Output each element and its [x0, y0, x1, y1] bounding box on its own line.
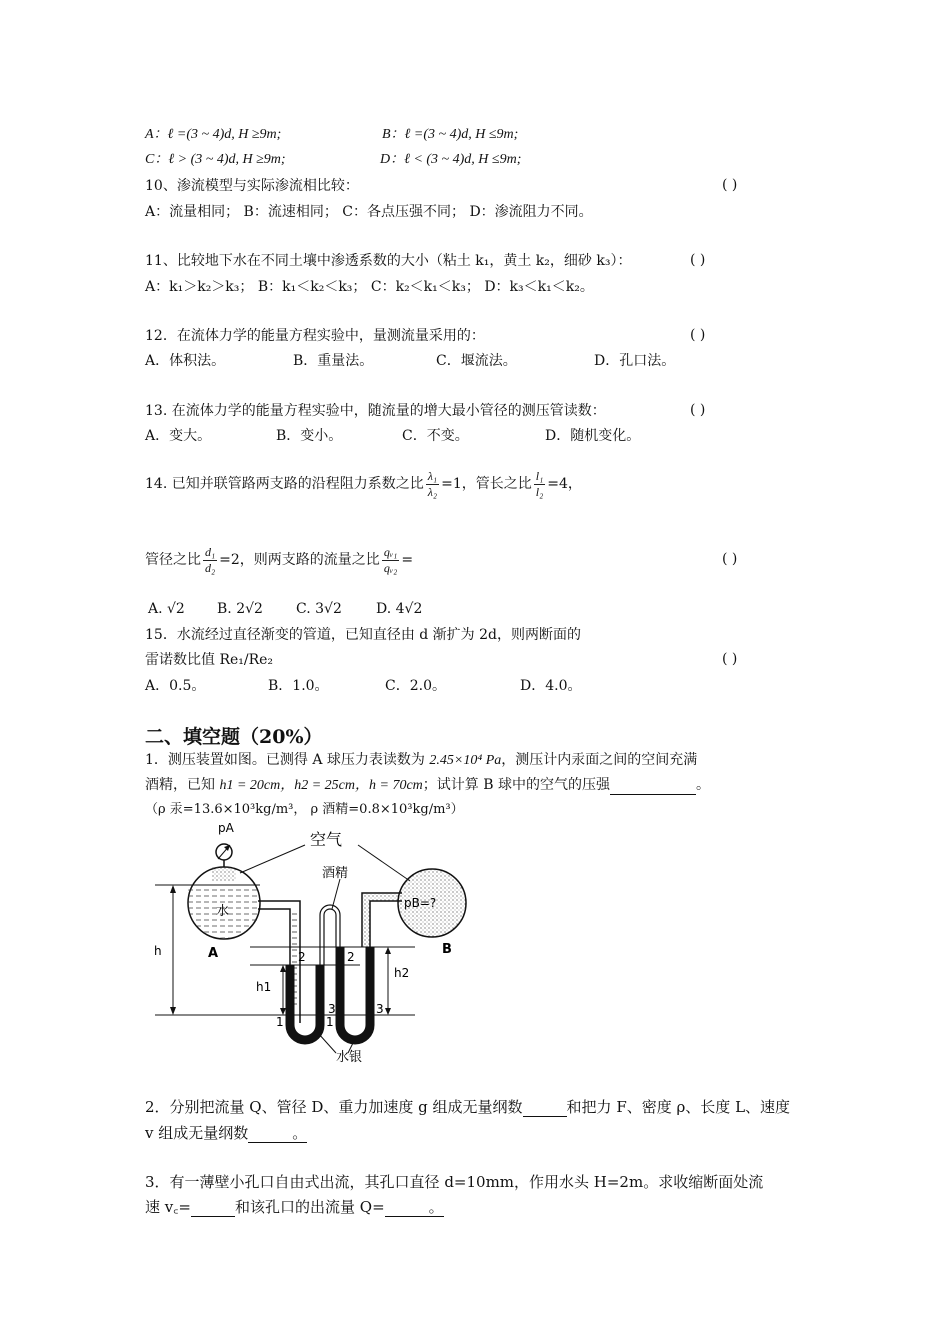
q11-options: A：k₁＞k₂＞k₃； B：k₁＜k₂＜k₃； C：k₂＜k₁＜k₃； D：k₃＜k₁＜k₂。 [145, 279, 594, 295]
q14-text6: = [401, 552, 414, 568]
label-sphere-a: A [208, 946, 219, 961]
q14-line1 [145, 462, 582, 506]
label-1-right: 1 [326, 1015, 334, 1029]
q14-option-b: B. 2√2 [217, 601, 263, 617]
lambda-numerator: λ₁ [427, 468, 438, 483]
lambda-denominator: λ₂ [427, 484, 438, 499]
q13-option-a: A．变大。 [145, 428, 212, 444]
q13-stem: 13. 在流体力学的能量方程实验中，随流量的增大最小管径的测压管读数： [145, 403, 606, 419]
l-denominator: l₂ [535, 484, 544, 499]
q14-diameter-ratio [203, 545, 217, 576]
q15-line1: 15．水流经过直径渐变的管道，已知直径由 d 渐扩为 2d，则两断面的 [145, 627, 581, 643]
q11-answer-paren: ( ) [690, 252, 706, 268]
q15-option-b: B．1.0。 [268, 678, 329, 694]
q14-length-ratio [534, 469, 546, 500]
f3-text2: 和该孔口的出流量 Q= [235, 1198, 385, 1216]
label-2-right: 2 [347, 950, 355, 964]
q12-option-b: B．重量法。 [293, 353, 374, 369]
f1-text4: ；试计算 B 球中的空气的压强 [422, 777, 610, 793]
f1-heights: h1 = 20cm，h2 = 25cm，h = 70cm [219, 778, 423, 793]
q9-option-c: C：ℓ > (3 ~ 4)d, H ≥9m; [145, 152, 286, 167]
q12-option-c: C．堰流法。 [436, 353, 517, 369]
q14-text4: 管径之比 [145, 552, 201, 568]
q12-option-a: A．体积法。 [145, 353, 226, 369]
f3-blank-velocity[interactable] [191, 1198, 235, 1217]
label-pa: pA [218, 821, 234, 835]
q14-text3: =4， [547, 476, 582, 492]
q15-option-d: D．4.0。 [520, 678, 582, 694]
q14-option-d: D. 4√2 [376, 601, 423, 617]
f1-text5: 。 [695, 777, 710, 793]
label-3-right: 3 [376, 1002, 384, 1016]
q15-line2: 雷诺数比值 Re₁/Re₂ [145, 652, 274, 668]
q14-flow-ratio [382, 545, 400, 576]
d-denominator: d₂ [205, 560, 216, 575]
q10-options: A：流量相同； B：流速相同； C：各点压强不同； D：渗流阻力不同。 [145, 204, 593, 220]
q13-option-d: D．随机变化。 [545, 428, 641, 444]
f3-text1: 速 v꜀= [145, 1198, 192, 1216]
f3-blank-flow[interactable] [385, 1198, 429, 1217]
f2-line1 [145, 1098, 790, 1117]
q-numerator: qᵥ₁ [383, 544, 398, 559]
f1-text2: ，测压计内汞面之间的空间充满 [501, 752, 698, 768]
f1-answer-blank[interactable] [610, 776, 696, 795]
f2-line2 [145, 1124, 307, 1143]
q14-answer-paren: ( ) [722, 551, 738, 567]
f1-text1: 1．测压装置如图。已测得 A 球压力表读数为 [145, 752, 430, 768]
q13-option-c: C．不变。 [402, 428, 469, 444]
q15-option-c: C．2.0。 [385, 678, 446, 694]
manometer-figure [140, 815, 470, 1075]
label-h1: h1 [256, 980, 272, 994]
label-sphere-b: B [442, 942, 452, 957]
f1-text3: 酒精，已知 [145, 777, 220, 793]
f3-line1: 3．有一薄壁小孔口自由式出流，其孔口直径 d=10mm，作用水头 H=2m。求收缩断面处流 [145, 1173, 764, 1191]
q15-answer-paren: ( ) [722, 651, 738, 667]
q-denominator: qᵥ₂ [383, 560, 398, 575]
f2-blank-2[interactable] [248, 1124, 292, 1143]
label-air: 空气 [310, 830, 343, 849]
q14-option-a: A. √2 [148, 601, 185, 617]
label-1-left: 1 [276, 1015, 284, 1029]
q11-stem: 11、比较地下水在不同土壤中渗透系数的大小（粘土 k₁，黄土 k₂，细砂 k₃）： [145, 253, 632, 269]
f2-blank-1[interactable] [523, 1098, 567, 1117]
q9-option-d: D：ℓ < (3 ~ 4)d, H ≤9m; [380, 152, 522, 167]
label-3-left: 3 [328, 1002, 336, 1016]
d-numerator: d₁ [205, 544, 216, 559]
q14-option-c: C. 3√2 [296, 601, 342, 617]
q15-option-a: A．0.5。 [145, 678, 206, 694]
q14-line2 [145, 538, 413, 582]
q12-answer-paren: ( ) [690, 327, 706, 343]
q13-answer-paren: ( ) [690, 402, 706, 418]
q10-answer-paren: ( ) [722, 177, 738, 193]
f2-text2: 和把力 F、密度 ρ、长度 L、速度 [566, 1098, 791, 1116]
f2-text3: v 组成无量纲数 [145, 1124, 249, 1142]
q14-text2: =1，管长之比 [441, 476, 532, 492]
q9-option-a: A：ℓ =(3 ~ 4)d, H ≥9m; [145, 127, 282, 142]
q14-text5: =2，则两支路的流量之比 [219, 552, 380, 568]
label-water: 水 [216, 904, 230, 919]
label-pb: pB=? [404, 896, 437, 910]
q12-option-d: D．孔口法。 [594, 353, 676, 369]
label-h: h [154, 944, 162, 958]
q10-stem: 10、渗流模型与实际渗流相比较： [145, 178, 359, 194]
f2-text4: 。 [292, 1124, 308, 1142]
f2-text1: 2．分别把流量 Q、管径 D、重力加速度 g 组成无量纲数 [145, 1098, 523, 1116]
q14-text1: 14. 已知并联管路两支路的沿程阻力系数之比 [145, 476, 424, 492]
f1-line2 [145, 776, 710, 795]
f1-density-note: （ρ 汞=13.6×10³kg/m³， ρ 酒精=0.8×10³kg/m³） [145, 802, 464, 817]
f1-line1 [145, 751, 697, 770]
q13-option-b: B．变小。 [276, 428, 343, 444]
q14-lambda-ratio [426, 469, 439, 500]
q12-stem: 12．在流体力学的能量方程实验中，量测流量采用的： [145, 328, 485, 344]
f3-text3: 。 [428, 1198, 444, 1216]
label-alcohol: 酒精 [322, 866, 349, 881]
label-mercury: 水银 [336, 1050, 363, 1065]
label-h2: h2 [394, 966, 410, 980]
section-title-fill-blank: 二、填空题（20%） [145, 726, 323, 748]
l-numerator: l₁ [535, 468, 544, 483]
f3-line2 [145, 1198, 444, 1217]
q9-option-b: B：ℓ =(3 ~ 4)d, H ≤9m; [382, 127, 519, 142]
label-2-left: 2 [298, 950, 306, 964]
f1-pressure-reading: 2.45×10⁴ Pa [429, 753, 502, 768]
